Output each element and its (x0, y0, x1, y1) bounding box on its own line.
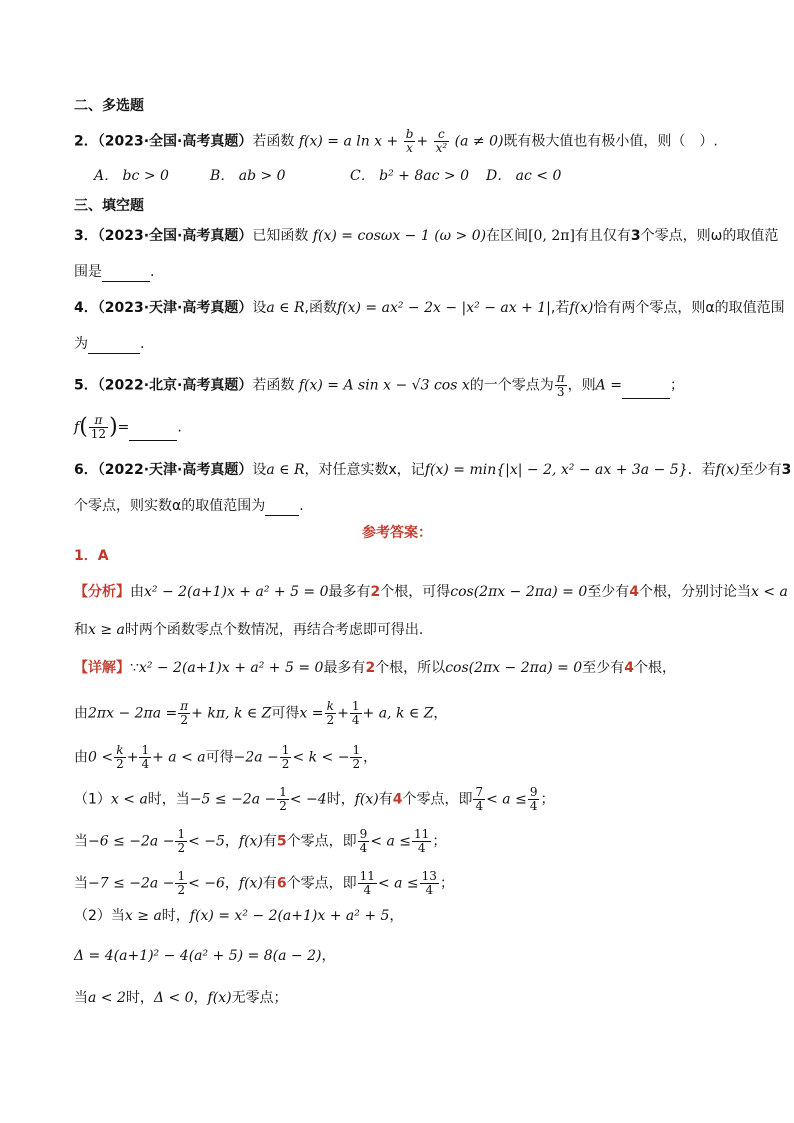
q2-number: 2． (74, 133, 98, 150)
q3-text-2: 在区间 (486, 228, 529, 244)
analysis-label: 【分析】 (74, 584, 130, 600)
question-6-cont (74, 496, 304, 516)
detail-case-1: （1）x < a时，当−5 ≤ −2a − $\frac{1}{2}$ < −4时，f(x)有4个零点，即 $\frac{7}{4}$ < a ≤ $\frac{9}{4}$ ； (74, 785, 555, 813)
question-4 (74, 298, 785, 318)
q4-source: （2023·天津·高考真题） (97, 300, 253, 316)
q3-text-6: . (150, 264, 155, 280)
q6-count: 3 (781, 462, 792, 478)
option-c[interactable]: C． b² + 8ac > 0 (350, 168, 469, 184)
q4-answer-blank[interactable] (88, 339, 140, 354)
q5-equals: = (117, 419, 130, 436)
q2-fraction-c: $\frac{c}{\text{x²}}$ (435, 127, 448, 155)
q4-function: f(x) = ax² − 2x − |x² − ax + 1| (336, 300, 551, 316)
q6-text: 设 (252, 462, 267, 478)
q5-f: f (74, 419, 80, 436)
q6-text-6: . (299, 498, 304, 514)
question-3 (74, 226, 778, 246)
q2-text: 若函数 (252, 133, 295, 150)
q2-fraction-b: $\frac{b}{x}$ (405, 127, 414, 155)
question-6 (74, 460, 791, 480)
q3-interval: [0, 2π] (528, 228, 575, 244)
q4-text-3: ,若 (550, 300, 570, 316)
option-a[interactable]: A． bc > 0 (94, 168, 169, 184)
detail-line-3: 由0 < $\frac{k}{2}$ + $\frac{1}{4}$ + a < a可得−2a − $\frac{1}{2}$ < k < − $\frac{1}{2}$ ， (74, 743, 378, 771)
answer-title: 参考答案： (362, 525, 432, 541)
q6-answer-blank[interactable] (265, 501, 299, 516)
detail-case-1c: 当−7 ≤ −2a − $\frac{1}{2}$ < −6，f(x)有6个零点，即 $\frac{11}{4}$ < a ≤ $\frac{13}{4}$ ； (74, 869, 454, 897)
analysis-cos-equation: cos(2πx − 2πa) = 0 (450, 584, 588, 600)
q6-set: a ∈ R (266, 462, 305, 478)
q3-text-4: 个零点，则ω的取值范 (640, 228, 779, 244)
q4-set: a ∈ R (266, 300, 305, 316)
q2-function: f(x) = a ln x + (298, 133, 399, 150)
q5-text-5: . (177, 419, 182, 436)
q4-text-4: 恰有两个零点，则α的取值范围 (593, 300, 785, 316)
detail-label: 【详解】 (74, 660, 130, 676)
q6-text-3: ．若 (687, 462, 716, 478)
q6-text-2: ，对任意实数x，记 (304, 462, 425, 478)
q4-text: 设 (252, 300, 267, 316)
q5-answer-blank-1[interactable] (622, 384, 670, 399)
q3-text-3: 有且仅有 (574, 228, 631, 244)
option-d[interactable]: D． ac < 0 (486, 168, 562, 184)
detail-discriminant: Δ = 4(a+1)² − 4(a² + 5) = 8(a − 2)， (74, 948, 336, 964)
q2-source: （2023·全国·高考真题） (97, 133, 253, 150)
section-multi-choice-heading: 二、多选题 (74, 98, 144, 114)
question-2: 2．（2023·全国·高考真题）若函数 f(x) = a ln x + $\frac{b}{x}$ + $\frac{c}{\text{x²}}$ (a ≠ 0)既有极大值也有极小值，则（ ）. (74, 127, 718, 155)
q3-source: （2023·全国·高考真题） (97, 228, 253, 244)
q5-fraction-pi-3: $\frac{\pi}{3}$ (556, 371, 565, 399)
q3-function: f(x) = cosωx − 1 (ω > 0) (312, 228, 487, 244)
q5-text: 若函数 (252, 377, 295, 394)
question-4-cont (74, 334, 144, 354)
q5-text-3: ，则 (567, 377, 596, 394)
q3-count: 3 (630, 228, 641, 244)
answer-1: 1．A (74, 548, 109, 564)
detail-line-1: 【详解】∵x² − 2(a+1)x + a² + 5 = 0最多有2个根，所以cos(2πx − 2πa) = 0至少有4个根， (74, 660, 676, 676)
q3-text-5: 围是 (74, 264, 102, 280)
q6-fx: f(x) (715, 462, 740, 478)
q2-text-2: 既有极大值也有极小值，则（ ）. (503, 133, 718, 150)
q2-condition: (a ≠ 0) (454, 133, 504, 150)
q5-answer-blank-2[interactable] (129, 426, 177, 441)
q5-a-equals: A = (595, 377, 622, 394)
q6-number: 6． (74, 462, 98, 478)
q3-number: 3． (74, 228, 98, 244)
q6-function: f(x) = min{|x| − 2, x² − ax + 3a − 5} (424, 462, 688, 478)
q5-text-4: ； (669, 377, 684, 394)
detail-case-2a: 当a < 2时，Δ < 0，f(x)无零点； (74, 990, 288, 1006)
q5-function: f(x) = A sin x − √3 cos x (298, 377, 470, 394)
question-5 (74, 372, 684, 399)
q3-text: 已知函数 (252, 228, 309, 244)
analysis-line-2: 和x ≥ a时两个函数零点个数情况，再结合考虑即可得出. (74, 622, 424, 638)
question-3-cont (74, 262, 154, 282)
detail-case-1b: 当−6 ≤ −2a − $\frac{1}{2}$ < −5，f(x)有5个零点，即 $\frac{9}{4}$ < a ≤ $\frac{11}{4}$ ； (74, 827, 447, 855)
q6-text-4: 至少有 (739, 462, 782, 478)
analysis-equation: x² − 2(a+1)x + a² + 5 = 0 (144, 584, 329, 600)
question-5-cont: f( $\frac{\pi}{12}$ )= . (74, 413, 182, 441)
q4-text-5: 为 (74, 336, 88, 352)
q4-text-6: . (140, 336, 145, 352)
detail-line-2: 由2πx − 2πa = $\frac{\pi}{2}$ + kπ, k ∈ Z可得x = $\frac{k}{2}$ + $\frac{1}{4}$ + a, k ∈ Z， (74, 699, 448, 727)
option-b[interactable]: B． ab > 0 (210, 168, 286, 184)
q5-fraction-pi-12: $\frac{\pi}{12}$ (90, 413, 107, 441)
q3-answer-blank[interactable] (102, 267, 150, 282)
q5-text-2: 的一个零点为 (469, 377, 554, 394)
q6-source: （2022·天津·高考真题） (97, 462, 253, 478)
q4-number: 4． (74, 300, 98, 316)
q4-text-2: ,函数 (304, 300, 337, 316)
q5-source: （2022·北京·高考真题） (97, 377, 253, 394)
q6-text-5: 个零点，则实数α的取值范围为 (74, 498, 266, 514)
q5-number: 5． (74, 377, 98, 394)
detail-case-2: （2）当x ≥ a时，f(x) = x² − 2(a+1)x + a² + 5， (74, 908, 404, 924)
analysis-line-1: 【分析】由x² − 2(a+1)x + a² + 5 = 0最多有2个根，可得cos(2πx − 2πa) = 0至少有4个根，分别讨论当x < a (74, 584, 788, 600)
q4-fx: f(x) (569, 300, 594, 316)
section-fill-blank-heading: 三、填空题 (74, 198, 144, 214)
